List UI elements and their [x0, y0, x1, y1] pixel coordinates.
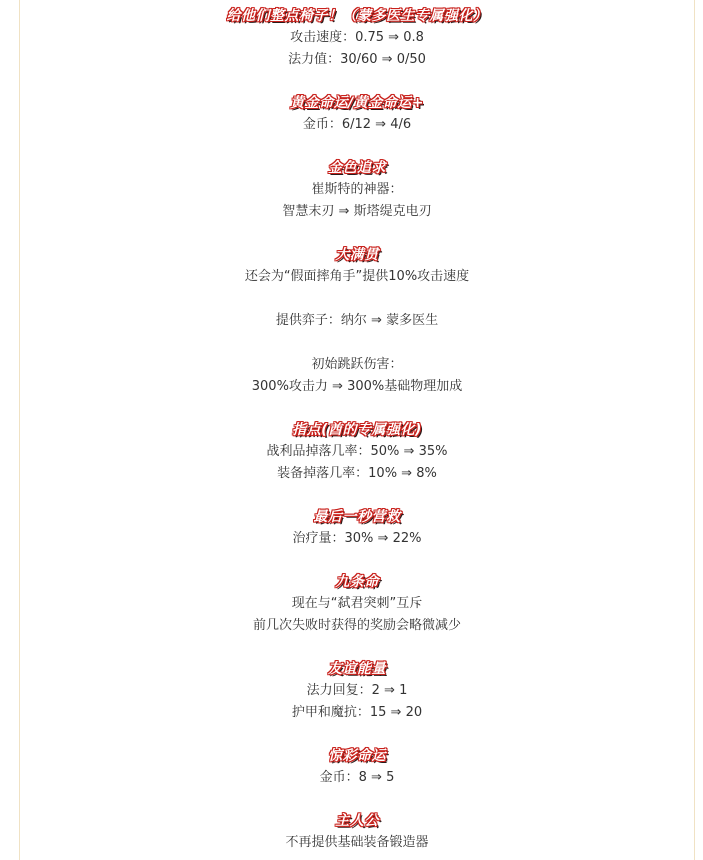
change-line: 不再提供基础装备锻造器	[285, 835, 429, 850]
section-nine-lives	[19, 571, 695, 637]
section-title: 黄金命运/黄金命运+	[290, 95, 424, 111]
section-title: 九条命	[335, 574, 379, 590]
change-line: 护甲和魔抗：15 ⇒ 20	[291, 705, 423, 720]
section-title: 惊彩命运	[328, 748, 386, 764]
section-title: 主人公	[335, 813, 379, 829]
change-line: 治疗量：30% ⇒ 22%	[292, 531, 422, 546]
section-pointer	[19, 419, 695, 485]
section-golden-fate	[19, 92, 695, 136]
change-line: 提供弈子：纳尔 ⇒ 蒙多医生	[275, 313, 439, 328]
change-line: 法力回复：2 ⇒ 1	[306, 683, 408, 698]
section-title: 友谊能量	[328, 661, 386, 677]
change-line: 攻击速度：0.75 ⇒ 0.8	[290, 30, 424, 45]
section-chairs	[19, 5, 695, 71]
change-line: 智慧末刃 ⇒ 斯塔缇克电刃	[282, 204, 432, 219]
change-line: 前几次失败时获得的奖励会略微减少	[252, 618, 461, 633]
section-amazing-fate	[19, 745, 695, 789]
section-title: 大满贯	[335, 247, 379, 263]
patch-notes-content	[19, 5, 695, 854]
section-title: 金色追求	[328, 160, 386, 176]
section-friendship-power	[19, 658, 695, 724]
change-line: 现在与“弑君突刺”互斥	[291, 596, 423, 611]
section-protagonist	[19, 810, 695, 854]
section-golden-pursuit	[19, 157, 695, 223]
section-title: 指点(酋的专属强化)	[292, 422, 422, 438]
section-title: 最后一秒营救	[313, 509, 401, 525]
change-line: 300%攻击力 ⇒ 300%基础物理加成	[251, 379, 463, 394]
section-grand-slam	[19, 244, 695, 398]
change-line: 金币：8 ⇒ 5	[319, 770, 395, 785]
change-line: 法力值：30/60 ⇒ 0/50	[288, 52, 426, 67]
change-line: 初始跳跃伤害：	[311, 357, 403, 372]
change-line: 装备掉落几率：10% ⇒ 8%	[277, 466, 437, 481]
change-line: 崔斯特的神器：	[311, 182, 403, 197]
section-last-second-save	[19, 506, 695, 550]
change-line: 还会为“假面摔角手”提供10%攻击速度	[244, 269, 470, 284]
change-line: 战利品掉落几率：50% ⇒ 35%	[266, 444, 448, 459]
section-title: 给他们整点椅子！（蒙多医生专属强化）	[226, 8, 488, 24]
change-line: 金币：6/12 ⇒ 4/6	[302, 117, 412, 132]
